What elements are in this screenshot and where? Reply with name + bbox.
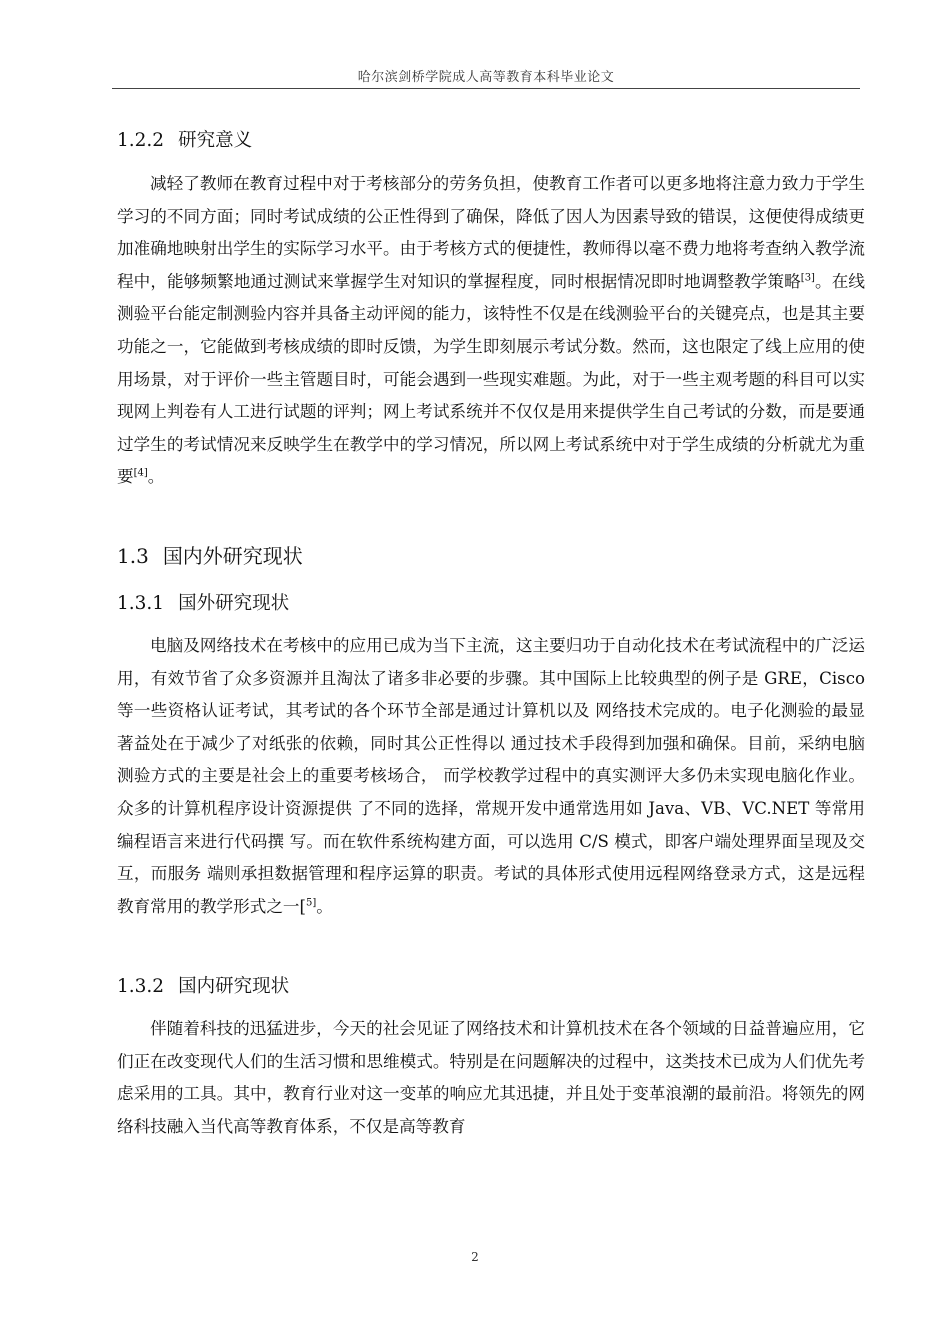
section-number: 1.3.1 — [117, 593, 165, 614]
header-divider — [112, 88, 860, 89]
section-heading-1-2-2 — [117, 126, 252, 152]
section-heading-1-3-2 — [117, 972, 289, 998]
paragraph-text: 伴随着科技的迅猛进步，今天的社会见证了网络技术和计算机技术在各个领域的日益普遍应用，它们正在改变现代人们的生活习惯和思维模式。特别是在问题解决的过程中，这类技术已成为人们优先考虑采用的工具。其中，教育行业对这一变革的响应尤其迅捷，并且处于变革浪潮的最前沿。将领先的网络科技融入当代高等教育体系，不仅是高等教育 — [117, 1019, 865, 1136]
section-heading-1-3 — [117, 540, 303, 569]
paragraph-research-significance — [117, 168, 865, 494]
section-title: 国内研究现状 — [178, 976, 290, 997]
section-title: 研究意义 — [178, 130, 253, 151]
page-number: 2 — [471, 1250, 479, 1264]
citation-ref: [4] — [133, 467, 148, 479]
citation-ref: 5] — [306, 897, 317, 909]
section-number: 1.3.2 — [117, 976, 165, 997]
citation-ref: [3] — [800, 272, 815, 284]
paragraph-text: 。在线测验平台能定制测验内容并具备主动评阅的能力，该特性不仅是在线测验平台的关键亮点，也是其主要功能之一，它能做到考核成绩的即时反馈，为学生即刻展示考试分数。然而，这也限定了线上应用的使用场景，对于评价一些主管题目时，可能会遇到一些现实难题。为此，对于一些主观考题的科目可以实现网上判卷有人工进行试题的评判；网上考试系统并不仅仅是用来提供学生自己考试的分数，而是要通过学生的考试情况来反映学生在教学中的学习情况，所以网上考试系统中对于学生成绩的分析就尤为重要 — [117, 271, 866, 487]
running-header: 哈尔滨剑桥学院成人高等教育本科毕业论文 — [357, 70, 615, 85]
paragraph-text: 电脑及网络技术在考核中的应用已成为当下主流，这主要归功于自动化技术在考试流程中的广泛运用，有效节省了众多资源并且淘汰了诸多非必要的步骤。其中国际上比较典型的例子是 GRE，Cisco 等一些资格认证考试，其考试的各个环节全部是通过计算机以及 网络技术完成的。电子化测验的最显著益处在于减少了对纸张的依赖，同时其公正性得以 通过技术手段得到加强和确保。目前，采纳电脑测验方式的主要是社会上的重要考核场合， 而学校教学过程中的真实测评大多仍未实现电脑化作业。众多的计算机程序设计资源提供 了不同的选择，常规开发中通常选用如 Java、VB、VC.NET 等常用编程语言来进行代码撰 写。而在软件系统构建方面，可以选用 C/S 模式，即客户端处理界面呈现及交互，而服务 端则承担数据管理和程序运算的职责。考试的具体形式使用远程网络登录方式，这是远程 教育常用的教学形式之一[ — [117, 636, 865, 916]
paragraph-domestic-research — [117, 1013, 865, 1143]
paragraph-text: 。 — [147, 467, 165, 487]
paragraph-foreign-research — [117, 630, 865, 923]
section-number: 1.3 — [117, 544, 149, 568]
paragraph-text: 减轻了教师在教育过程中对于考核部分的劳务负担，使教育工作者可以更多地将注意力致力于学生学习的不同方面；同时考试成绩的公正性得到了确保，降低了因人为因素导致的错误，这便使得成绩更加准确地映射出学生的实际学习水平。由于考核方式的便捷性，教师得以毫不费力地将考查纳入教学流程中，能够频繁地通过测试来掌握学生对知识的掌握程度，同时根据情况即时地调整教学策略 — [117, 174, 865, 291]
section-heading-1-3-1 — [117, 589, 289, 615]
paragraph-text: 。 — [316, 896, 333, 916]
section-title: 国外研究现状 — [178, 593, 290, 614]
section-number: 1.2.2 — [117, 130, 165, 151]
section-title: 国内外研究现状 — [162, 544, 303, 568]
